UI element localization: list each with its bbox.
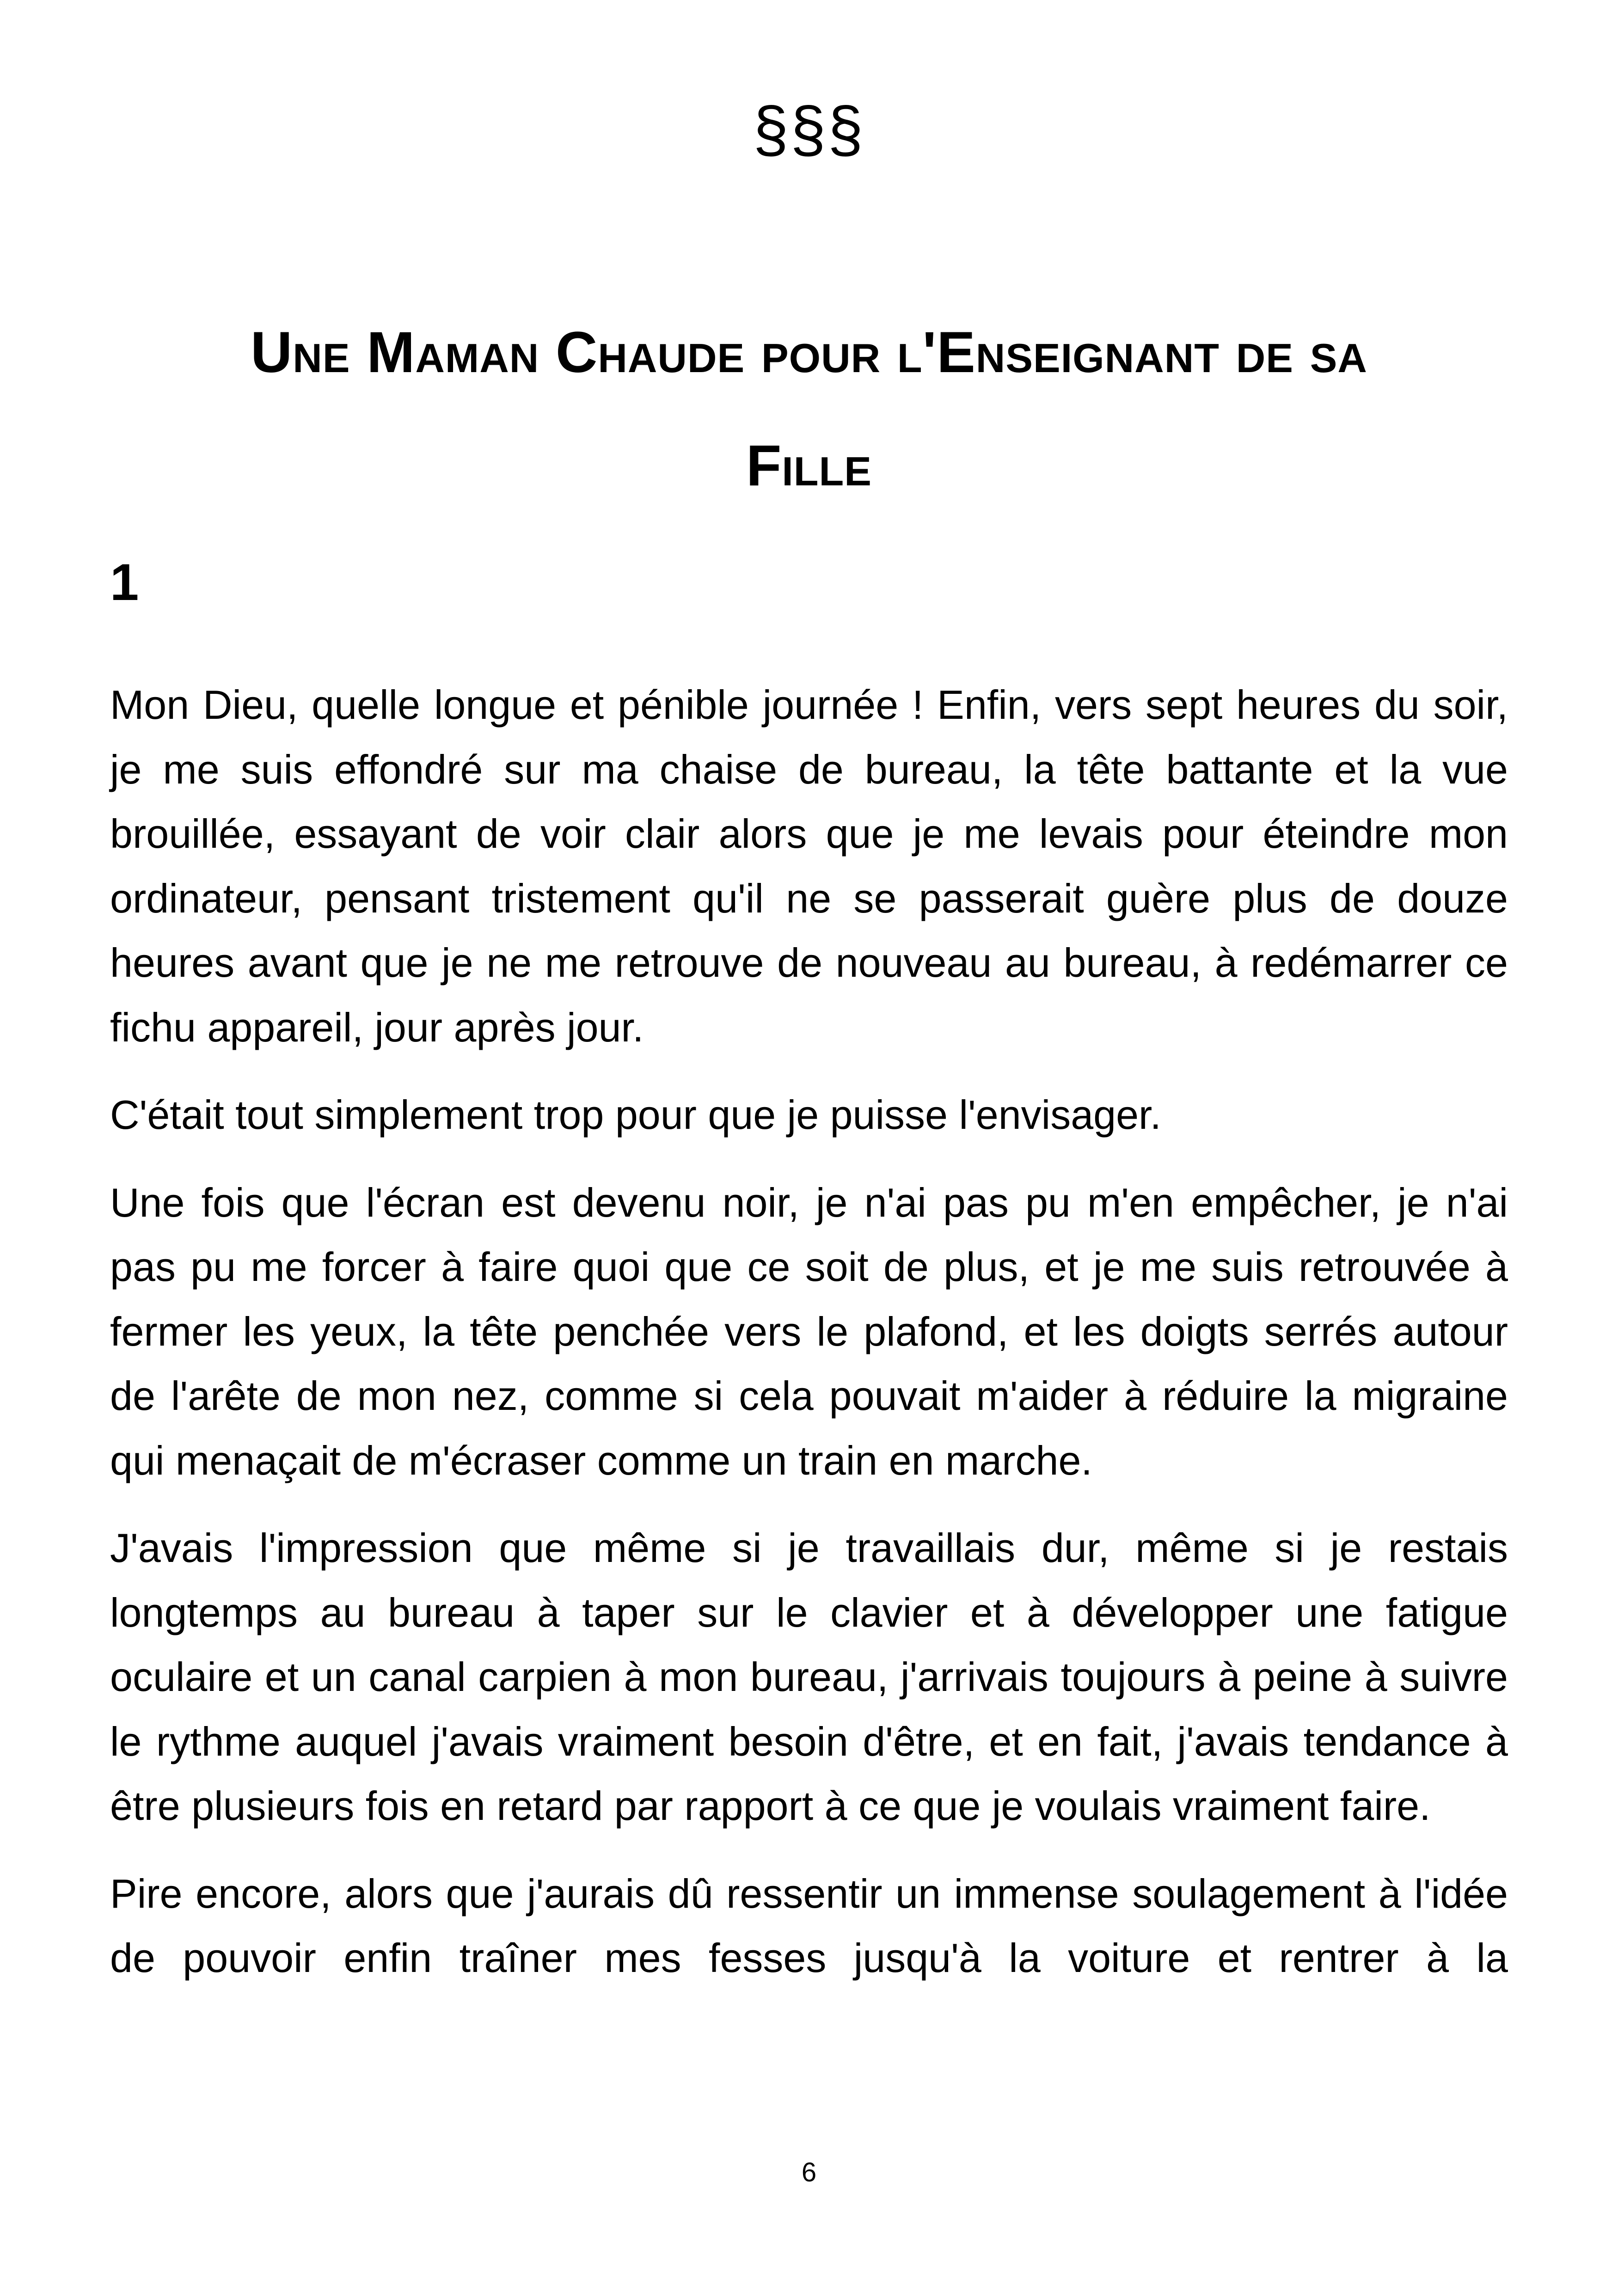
chapter-title: Une Maman Chaude pour l'Enseignant de sa Fille <box>251 320 1367 498</box>
paragraph: Mon Dieu, quelle longue et pénible journée ! Enfin, vers sept heures du soir, je me suis effondré sur ma chaise de bureau, la tête battante et la vue brouillée, essayant de voir clair alors que je me levais pour éteindre mon ordinateur, pensant tristement qu'il ne se passerait guère plus de douze heures avant que je ne me retrouve de nouveau au bureau, à redémarrer ce fichu appareil, jour après jour. <box>110 682 1508 1050</box>
page-number: 6 <box>801 2157 817 2187</box>
chapter-number: 1 <box>110 553 139 611</box>
body-text <box>110 673 1508 2014</box>
section-mark: §§§ <box>753 94 865 165</box>
paragraph: Pire encore, alors que j'aurais dû ressentir un immense soulagement à l'idée de pouvoir enfin traîner mes fesses jusqu'à la voiture et rentrer à la <box>110 1870 1508 1981</box>
paragraph: C'était tout simplement trop pour que je puisse l'envisager. <box>110 1092 1161 1138</box>
paragraph: Une fois que l'écran est devenu noir, je n'ai pas pu m'en empêcher, je n'ai pas pu me forcer à faire quoi que ce soit de plus, et je me suis retrouvée à fermer les yeux, la tête penchée vers le plafond, et les doigts serrés autour de l'arête de mon nez, comme si cela pouvait m'aider à réduire la migraine qui menaçait de m'écraser comme un train en marche. <box>110 1179 1508 1483</box>
paragraph: J'avais l'impression que même si je travaillais dur, même si je restais longtemps au bureau à taper sur le clavier et à développer une fatigue oculaire et un canal carpien à mon bureau, j'arrivais toujours à peine à suivre le rythme auquel j'avais vraiment besoin d'être, et en fait, j'avais tendance à être plusieurs fois en retard par rapport à ce que je voulais vraiment faire. <box>110 1525 1508 1829</box>
